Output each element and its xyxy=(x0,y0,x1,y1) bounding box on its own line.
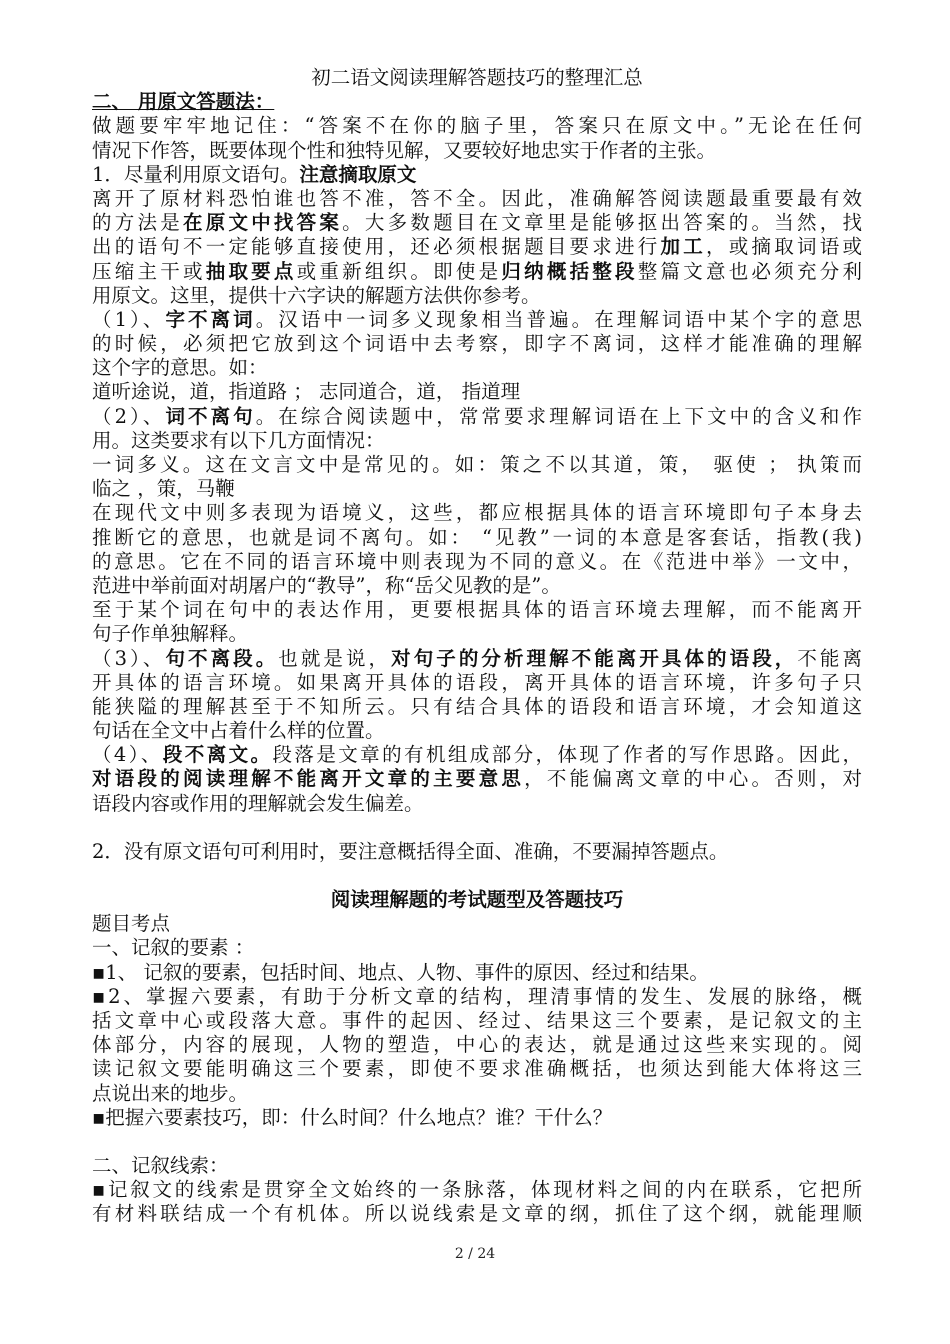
paragraph-line: 括文章中心或段落大意。事件的起因、经过、结果这三个要素，是记叙文的主 xyxy=(92,1008,862,1032)
paragraph-line: 临之 ，策，马鞭 xyxy=(92,477,235,501)
paragraph-line: 一词多义。这在文言文中是常见的。如：策之不以其道，策， 驱使 ； 执策而 xyxy=(92,453,862,476)
paragraph-line: 二、记叙线索： xyxy=(92,1153,229,1177)
section-2-title: 阅读理解题的考试题型及答题技巧 xyxy=(330,888,624,911)
paragraph-line: 用。这类要求有以下几方面情况： xyxy=(92,428,385,452)
paragraph-line: 句话在全文中占着什么样的位置。 xyxy=(92,719,385,743)
point-1-heading: 1．尽量利用原文语句。注意摘取原文 xyxy=(92,162,417,186)
paragraph-line: 情况下作答，既要体现个性和独特见解，又要较好地忠实于作者的主张。 xyxy=(92,138,717,162)
paragraph-line: 这个字的意思。如： xyxy=(92,356,268,380)
section-heading-text: 二、 用原文答题法： xyxy=(92,90,275,114)
paragraph-line: 做题要牢牢地记住：“答案不在你的脑子里，答案只在原文中。”无论在任何 xyxy=(92,114,862,138)
rule-4: （4）、段不离文。段落是文章的有机组成部分，体现了作者的写作思路。因此， xyxy=(92,743,862,767)
paragraph-line: 出的语句不一定能够直接使用，还必须根据题目要求进行加工，或摘取词语或 xyxy=(92,235,862,259)
paragraph-line: 的方法是在原文中找答案。大多数题目在文章里是能够抠出答案的。当然，找 xyxy=(92,211,862,235)
paragraph-line: 点说出来的地步。 xyxy=(92,1081,249,1105)
paragraph-line: ▪2、掌握六要素，有助于分析文章的结构，理清事情的发生、发展的脉络，概 xyxy=(92,984,862,1008)
rule-1: （1）、字不离词。汉语中一词多义现象相当普遍。在理解词语中某个字的意思 xyxy=(92,307,862,331)
paragraph-line: 压缩主干或抽取要点或重新组织。即使是归纳概括整段整篇文意也必须充分利 xyxy=(92,259,862,283)
paragraph-line: 体部分，内容的展现，人物的塑造，中心的表达，就是通过这些来实现的。阅 xyxy=(92,1033,862,1057)
paragraph-line: 读记叙文要能明确这三个要素，即使不要求准确概括，也须达到能大体将这三 xyxy=(92,1057,862,1081)
paragraph-line: ▪把握六要素技巧，即：什么时间？什么地点？谁？干什么？ xyxy=(92,1105,613,1129)
paragraph-line: 在现代文中则多表现为语境义，这些，都应根据具体的语言环境即句子本身去 xyxy=(92,501,862,525)
paragraph-line: 范进中举前面对胡屠户的“教导”，称“岳父见教的是”。 xyxy=(92,573,561,597)
paragraph-line: ▪记叙文的线索是贯穿全文始终的一条脉落，体现材料之间的内在联系，它把所 xyxy=(92,1178,862,1202)
paragraph-line: 对语段的阅读理解不能离开文章的主要意思，不能偏离文章的中心。否则，对 xyxy=(92,767,862,791)
paragraph-line: 有材料联结成一个有机体。所以说线索是文章的纲，抓住了这个纲，就能理顺 xyxy=(92,1202,862,1226)
rule-2: （2）、词不离句。在综合阅读题中，常常要求理解词语在上下文中的含义和作 xyxy=(92,404,862,428)
paragraph-line: 用原文。这里，提供十六字诀的解题方法供你参考。 xyxy=(92,283,541,307)
rule-3: （3）、句不离段。也就是说，对句子的分析理解不能离开具体的语段，不能离 xyxy=(92,646,862,670)
page-number: 2 / 24 xyxy=(454,1246,496,1262)
paragraph-line: 开具体的语言环境。如果离开具体的语段，离开具体的语言环境，许多句子只 xyxy=(92,670,862,694)
paragraph-line: 的时候，必须把它放到这个词语中去考察，即字不离词，这样才能准确的理解 xyxy=(92,332,862,356)
paragraph-line: 的意思。它在不同的语言环境中则表现为不同的意义。在《范进中举》一文中， xyxy=(92,549,862,573)
paragraph-line: 道听途说，道，指道路 ； 志同道合，道， 指道理 xyxy=(92,380,521,404)
point-2: 2．没有原文语句可利用时，要注意概括得全面、准确，不要漏掉答题点。 xyxy=(92,839,729,863)
paragraph-line: 至于某个词在句中的表达作用，更要根据具体的语言环境去理解，而不能离开 xyxy=(92,598,862,622)
paragraph-line: 能狭隘的理解甚至于不知所云。只有结合具体的语段和语言环境，才会知道这 xyxy=(92,694,862,718)
paragraph-line: 句子作单独解释。 xyxy=(92,622,249,646)
spacer xyxy=(92,1130,862,1154)
page-content xyxy=(92,66,862,1226)
paragraph-line: 一、记叙的要素 ： xyxy=(92,936,255,960)
document-title: 初二语文阅读理解答题技巧的整理汇总 xyxy=(311,66,643,89)
spacer xyxy=(92,864,862,888)
paragraph-line: 题目考点 xyxy=(92,912,171,936)
paragraph-line: 推断它的意思，也就是词不离句。如： “见教”一词的本意是客套话，指教(我) xyxy=(92,525,862,549)
paragraph-line: 离开了原材料恐怕谁也答不准，答不全。因此，准确解答阅读题最重要最有效 xyxy=(92,186,862,210)
section-heading xyxy=(92,90,862,114)
spacer xyxy=(92,816,862,840)
paragraph-line: ▪1、 记叙的要素，包括时间、地点、人物、事件的原因、经过和结果。 xyxy=(92,960,709,984)
paragraph-line: 语段内容或作用的理解就会发生偏差。 xyxy=(92,791,424,815)
